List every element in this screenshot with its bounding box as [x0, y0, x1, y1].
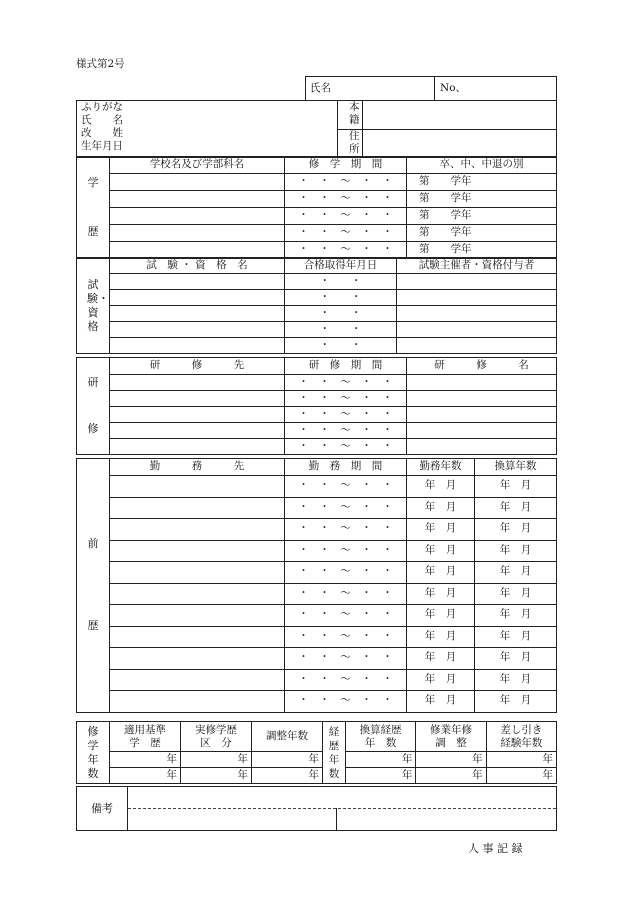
period-field[interactable]: ・ ・ 〜 ・ ・	[285, 191, 407, 208]
side-label	[77, 157, 110, 259]
date-field[interactable]: ・ ・	[285, 306, 397, 322]
school-field[interactable]	[110, 225, 285, 242]
grade-field[interactable]: 第 学年	[407, 242, 557, 259]
school-field[interactable]	[110, 208, 285, 225]
period-field[interactable]: ・ ・ 〜 ・ ・	[285, 391, 407, 407]
period-field[interactable]: ・ ・ 〜 ・ ・	[285, 497, 407, 519]
place-field[interactable]	[110, 407, 285, 423]
career-table	[76, 458, 557, 713]
converted-years-field[interactable]: 年 月	[475, 626, 557, 648]
form-number: 様式第2号	[76, 58, 125, 70]
years-field[interactable]: 年	[252, 768, 323, 784]
kaisei-label: 改 姓	[81, 127, 123, 139]
converted-years-field[interactable]: 年 月	[475, 562, 557, 584]
place-field[interactable]	[110, 391, 285, 407]
employer-field[interactable]	[110, 669, 285, 691]
remarks-field[interactable]	[128, 787, 557, 831]
employer-field[interactable]	[110, 497, 285, 519]
side-char: 歴	[87, 619, 99, 633]
years-field2[interactable]: 年	[346, 768, 416, 784]
period-field[interactable]: ・ ・ 〜 ・ ・	[285, 605, 407, 627]
school-field[interactable]	[110, 242, 285, 259]
organizer-field[interactable]	[397, 290, 557, 306]
years-header-1: 実修学歴 区 分	[181, 722, 252, 752]
date-field[interactable]: ・ ・	[285, 290, 397, 306]
years-table	[76, 721, 557, 784]
side-char: 歴	[87, 224, 99, 238]
employer-field[interactable]	[110, 519, 285, 541]
name-field[interactable]	[407, 423, 557, 439]
jusho-value	[363, 130, 556, 157]
years-header2-2: 差し引き 経験年数	[486, 722, 556, 752]
organizer-field[interactable]	[397, 274, 557, 290]
employer-field[interactable]	[110, 626, 285, 648]
converted-years-field[interactable]: 年 月	[475, 605, 557, 627]
period-field[interactable]: ・ ・ 〜 ・ ・	[285, 540, 407, 562]
school-field[interactable]	[110, 191, 285, 208]
period-field[interactable]: ・ ・ 〜 ・ ・	[285, 519, 407, 541]
employer-field[interactable]	[110, 605, 285, 627]
employer-field[interactable]	[110, 691, 285, 713]
work-years-field[interactable]: 年 月	[407, 626, 475, 648]
employer-field[interactable]	[110, 583, 285, 605]
exam-field[interactable]	[110, 322, 285, 338]
side-char: 学	[87, 176, 99, 190]
converted-years-field[interactable]: 年 月	[475, 648, 557, 670]
years-field2[interactable]: 年	[416, 752, 486, 768]
name-label: 氏名	[306, 77, 435, 101]
period-field[interactable]: ・ ・ 〜 ・ ・	[285, 691, 407, 713]
work-years-field[interactable]: 年 月	[407, 497, 475, 519]
years-field[interactable]: 年	[252, 752, 323, 768]
exam-field[interactable]	[110, 274, 285, 290]
grade-field[interactable]: 第 学年	[407, 208, 557, 225]
years-field[interactable]: 年	[110, 752, 181, 768]
side-label	[77, 258, 110, 354]
school-field[interactable]	[110, 174, 285, 191]
header-employer: 勤 務 先	[110, 459, 285, 476]
personal-table	[76, 100, 557, 158]
work-years-field[interactable]: 年 月	[407, 519, 475, 541]
exam-field[interactable]	[110, 306, 285, 322]
period-field[interactable]: ・ ・ 〜 ・ ・	[285, 583, 407, 605]
work-years-field[interactable]: 年 月	[407, 540, 475, 562]
years-header2-1: 修業年修 調 整	[416, 722, 486, 752]
years-field[interactable]: 年	[181, 768, 252, 784]
header-school: 学校名及び学部科名	[110, 157, 285, 174]
employer-field[interactable]	[110, 562, 285, 584]
header-converted-years: 換算年数	[475, 459, 557, 476]
address-block	[338, 101, 557, 158]
converted-years-field[interactable]: 年 月	[475, 476, 557, 498]
years-header-0: 適用基準 学 歴	[110, 722, 181, 752]
header-period: 修 学 期 間	[285, 157, 407, 174]
work-years-field[interactable]: 年 月	[407, 476, 475, 498]
employer-field[interactable]	[110, 648, 285, 670]
converted-years-field[interactable]: 年 月	[475, 519, 557, 541]
name-field[interactable]	[407, 391, 557, 407]
period-field[interactable]: ・ ・ 〜 ・ ・	[285, 225, 407, 242]
date-field[interactable]: ・ ・	[285, 274, 397, 290]
place-field[interactable]	[110, 375, 285, 391]
years-field[interactable]: 年	[181, 752, 252, 768]
employer-field[interactable]	[110, 476, 285, 498]
remarks-label: 備考	[77, 787, 128, 831]
converted-years-field[interactable]: 年 月	[475, 497, 557, 519]
years-header2-0: 換算経歴 年 数	[346, 722, 416, 752]
converted-years-field[interactable]: 年 月	[475, 583, 557, 605]
organizer-field[interactable]	[397, 338, 557, 354]
period-field[interactable]: ・ ・ 〜 ・ ・	[285, 626, 407, 648]
period-field[interactable]: ・ ・ 〜 ・ ・	[285, 562, 407, 584]
header-date: 合格取得年月日	[285, 258, 397, 274]
exam-field[interactable]	[110, 338, 285, 354]
exam-field[interactable]	[110, 290, 285, 306]
work-years-field[interactable]: 年 月	[407, 669, 475, 691]
personal-labels	[77, 101, 338, 158]
jusho-label: 住所	[345, 130, 363, 157]
date-field[interactable]: ・ ・	[285, 338, 397, 354]
grade-field[interactable]: 第 学年	[407, 225, 557, 242]
period-field[interactable]: ・ ・ 〜 ・ ・	[285, 375, 407, 391]
years-field2[interactable]: 年	[416, 768, 486, 784]
footer-title: 人 事 記 録	[468, 842, 523, 855]
years-field2[interactable]: 年	[346, 752, 416, 768]
no-label: No、	[435, 77, 557, 101]
header-period: 勤 務 期 間	[285, 459, 407, 476]
period-field[interactable]: ・ ・ 〜 ・ ・	[285, 423, 407, 439]
header-place: 研 修 先	[110, 358, 285, 375]
converted-years-field[interactable]: 年 月	[475, 669, 557, 691]
header-work-years: 勤務年数	[407, 459, 475, 476]
period-field[interactable]: ・ ・ 〜 ・ ・	[285, 208, 407, 225]
years-header-2: 調整年数	[252, 722, 323, 752]
years-field2[interactable]: 年	[486, 768, 556, 784]
side-text: 修学年数	[87, 724, 99, 780]
education-table	[76, 156, 557, 259]
period-field[interactable]: ・ ・ 〜 ・ ・	[285, 174, 407, 191]
side-char: 前	[87, 537, 99, 551]
employer-field[interactable]	[110, 540, 285, 562]
remarks-table	[76, 786, 557, 831]
period-field[interactable]: ・ ・ 〜 ・ ・	[285, 242, 407, 259]
converted-years-field[interactable]: 年 月	[475, 691, 557, 713]
shimei-label: 氏 名	[81, 114, 123, 126]
header-name: 研 修 名	[407, 358, 557, 375]
name-field[interactable]	[407, 375, 557, 391]
training-table	[76, 357, 557, 455]
work-years-field[interactable]: 年 月	[407, 583, 475, 605]
exam-table	[76, 257, 557, 354]
furigana-label: ふりがな	[81, 101, 123, 113]
period-field[interactable]: ・ ・ 〜 ・ ・	[285, 439, 407, 455]
header-period: 研 修 期 間	[285, 358, 407, 375]
work-years-field[interactable]: 年 月	[407, 562, 475, 584]
name-field[interactable]	[407, 439, 557, 455]
work-years-field[interactable]: 年 月	[407, 691, 475, 713]
years-field2[interactable]: 年	[486, 752, 556, 768]
side-char: 修	[87, 422, 99, 435]
header-organizer: 試験主催者・資格付与者	[397, 258, 557, 274]
top-name-table	[305, 76, 557, 101]
side-label	[77, 358, 110, 455]
period-field[interactable]: ・ ・ 〜 ・ ・	[285, 476, 407, 498]
place-field[interactable]	[110, 423, 285, 439]
period-field[interactable]: ・ ・ 〜 ・ ・	[285, 669, 407, 691]
keireki-side-text: 経歴年数	[328, 725, 340, 780]
honseki-label: 本籍	[345, 101, 363, 129]
header-status: 卒、中、中退の別	[407, 157, 557, 174]
organizer-field[interactable]	[397, 322, 557, 338]
side-label	[77, 722, 110, 784]
date-field[interactable]: ・ ・	[285, 322, 397, 338]
side-text: 試験・資格	[87, 277, 109, 333]
birthdate-label: 生年月日	[81, 140, 123, 152]
work-years-field[interactable]: 年 月	[407, 605, 475, 627]
period-field[interactable]: ・ ・ 〜 ・ ・	[285, 407, 407, 423]
side-char: 研	[87, 375, 99, 389]
grade-field[interactable]: 第 学年	[407, 174, 557, 191]
place-field[interactable]	[110, 439, 285, 455]
keireki-side	[323, 722, 346, 784]
side-label	[77, 459, 110, 713]
name-field[interactable]	[407, 407, 557, 423]
grade-field[interactable]: 第 学年	[407, 191, 557, 208]
period-field[interactable]: ・ ・ 〜 ・ ・	[285, 648, 407, 670]
honseki-value	[363, 101, 556, 129]
converted-years-field[interactable]: 年 月	[475, 540, 557, 562]
work-years-field[interactable]: 年 月	[407, 648, 475, 670]
years-field[interactable]: 年	[110, 768, 181, 784]
header-exam: 試 験 ・ 資 格 名	[110, 258, 285, 274]
organizer-field[interactable]	[397, 306, 557, 322]
